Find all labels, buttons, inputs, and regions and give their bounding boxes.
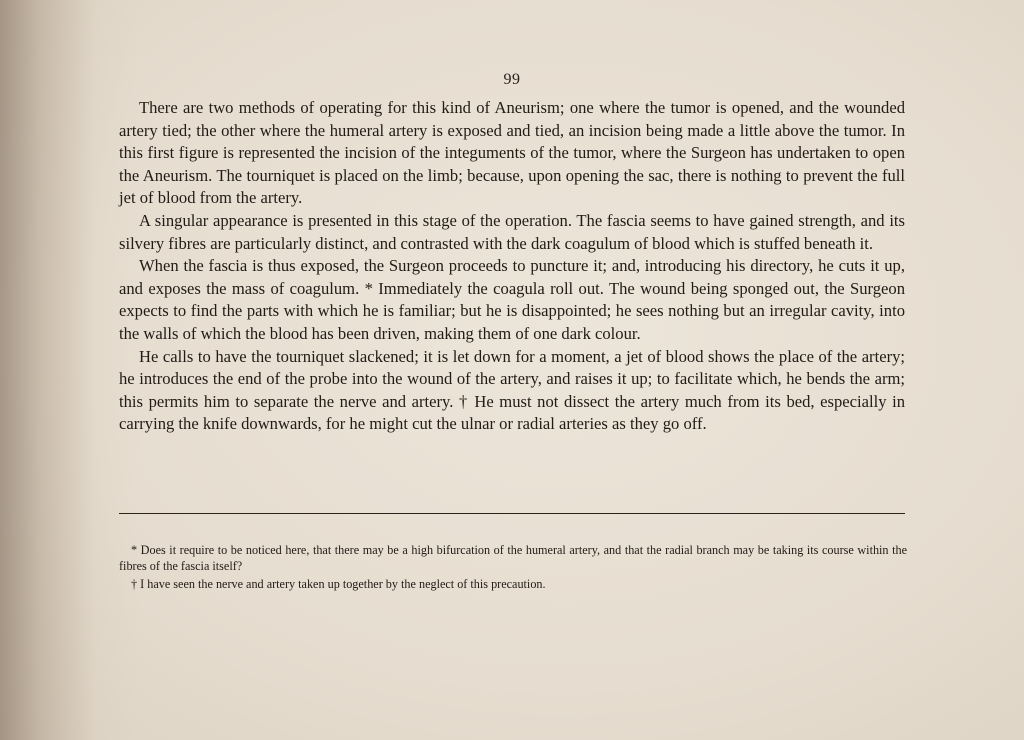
footnote-divider <box>119 513 905 514</box>
paragraph: A singular appearance is presented in this stage of the operation. The fascia seems to have gained strength, and its silvery fibres are particularly distinct, and contrasted with the dark coagulum of blood which is stuffed beneath it. <box>119 210 905 253</box>
footnote: * Does it require to be noticed here, that there may be a high bifurcation of the humeral artery, and that the radial branch may be taking its course within the fibres of the fascia itself? <box>119 543 907 573</box>
body-text <box>119 97 905 436</box>
paragraph: There are two methods of operating for this kind of Aneurism; one where the tumor is opened, and the wounded artery tied; the other where the humeral artery is exposed and tied, an incision being made a little above the tumor. In this first figure is represented the incision of the integuments of the tumor, where the Surgeon has undertaken to open the Aneurism. The tourniquet is placed on the limb; because, upon opening the sac, there is nothing to prevent the full jet of blood from the artery. <box>119 98 905 208</box>
footnotes <box>119 543 907 593</box>
footnote: † I have seen the nerve and artery taken up together by the neglect of this precaution. <box>131 577 546 591</box>
paragraph: He calls to have the tourniquet slackened; it is let down for a moment, a jet of blood shows the place of the artery; he introduces the end of the probe into the wound of the artery, and raises it up; to facilitate which, he bends the arm; this permits him to separate the nerve and artery. † He must not dissect the artery much from its bed, especially in carrying the knife downwards, for he might cut the ulnar or radial arteries as they go off. <box>119 346 905 434</box>
page-number: 99 <box>503 71 521 88</box>
paragraph: When the fascia is thus exposed, the Surgeon proceeds to puncture it; and, introducing his directory, he cuts it up, and exposes the mass of coagulum. * Immediately the coagula roll out. The wound being sponged out, the Surgeon expects to find the parts with which he is familiar; but he is disappointed; he sees nothing but an irregular cavity, into the walls of which the blood has been driven, making them of one dark colour. <box>119 256 905 343</box>
